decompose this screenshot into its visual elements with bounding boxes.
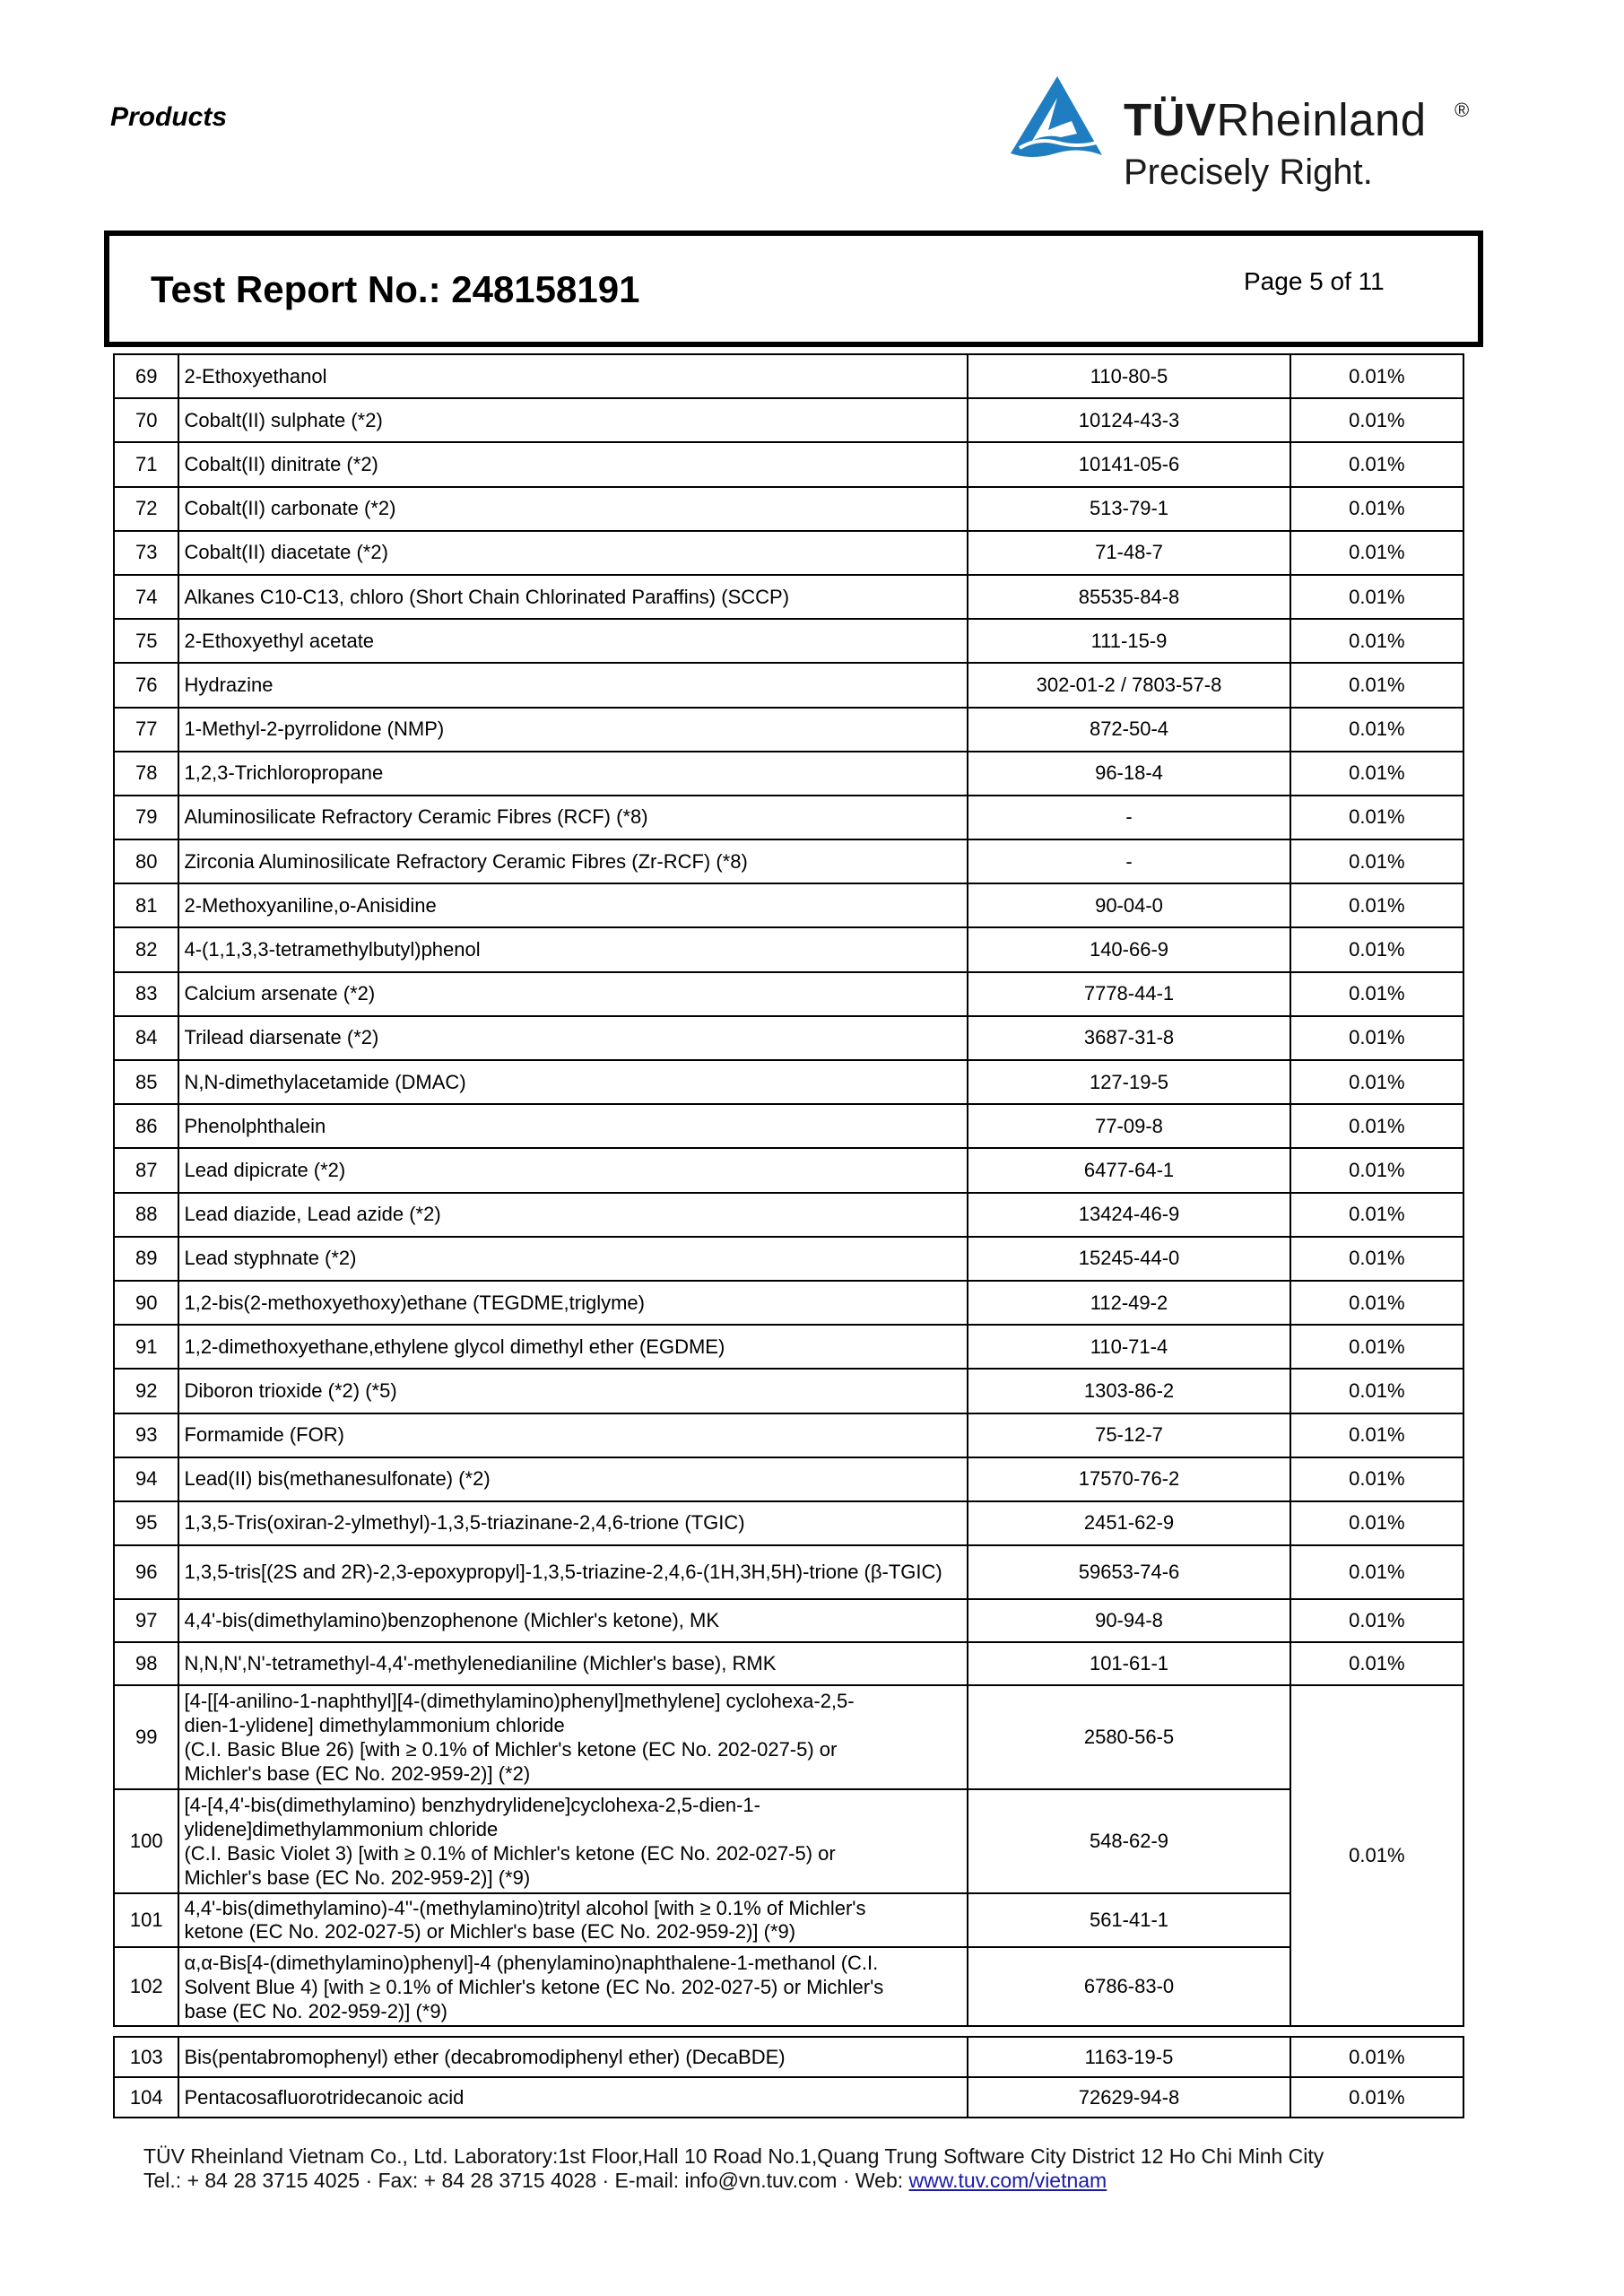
row-number: 69 xyxy=(114,354,178,398)
table-row xyxy=(114,1599,1463,1642)
substance-name: Cobalt(II) dinitrate (*2) xyxy=(178,442,968,486)
cas-number: - xyxy=(968,839,1290,883)
limit-value: 0.01% xyxy=(1290,752,1463,796)
limit-value: 0.01% xyxy=(1290,796,1463,839)
substance-name: Lead diazide, Lead azide (*2) xyxy=(178,1193,968,1237)
cas-number: 10141-05-6 xyxy=(968,442,1290,486)
brand-name-bold: TÜV xyxy=(1124,94,1217,145)
row-number: 101 xyxy=(114,1893,178,1947)
substance-name: Trilead diarsenate (*2) xyxy=(178,1016,968,1060)
cas-number: 110-71-4 xyxy=(968,1325,1290,1369)
row-number: 82 xyxy=(114,927,178,971)
table-row xyxy=(114,1369,1463,1413)
limit-value: 0.01% xyxy=(1290,972,1463,1016)
substance-name: Lead dipicrate (*2) xyxy=(178,1148,968,1192)
limit-value: 0.01% xyxy=(1290,1545,1463,1599)
table-row xyxy=(114,531,1463,575)
limit-value: 0.01% xyxy=(1290,1457,1463,1501)
substance-name: 4,4'-bis(dimethylamino)benzophenone (Michler's ketone), MK xyxy=(178,1599,968,1642)
substance-name-line: base (EC No. 202-959-2)] (*9) xyxy=(184,1999,447,2022)
substance-name: Cobalt(II) carbonate (*2) xyxy=(178,487,968,531)
substance-name xyxy=(178,1685,968,1789)
substance-name: 1,2,3-Trichloropropane xyxy=(178,752,968,796)
limit-value: 0.01% xyxy=(1290,2037,1463,2077)
table-row xyxy=(114,1237,1463,1281)
substance-name-line: Solvent Blue 4) [with ≥ 0.1% of Michler's ketone (EC No. 202-027-5) or Michler's xyxy=(184,1975,884,1998)
substance-name-line: ylidene]dimethylammonium chloride xyxy=(184,1818,499,1841)
limit-value: 0.01% xyxy=(1290,1642,1463,1685)
cas-number: 513-79-1 xyxy=(968,487,1290,531)
registered-mark: ® xyxy=(1455,99,1470,121)
row-number: 87 xyxy=(114,1148,178,1192)
footer-address: TÜV Rheinland Vietnam Co., Ltd. Laboratory:1st Floor,Hall 10 Road No.1,Quang Trung Software City District 12 Ho Chi Minh City xyxy=(143,2144,1324,2168)
row-number: 93 xyxy=(114,1413,178,1457)
table-row xyxy=(114,927,1463,971)
row-number: 92 xyxy=(114,1369,178,1413)
limit-value: 0.01% xyxy=(1290,1325,1463,1369)
cas-number: 13424-46-9 xyxy=(968,1193,1290,1237)
row-number: 72 xyxy=(114,487,178,531)
cas-number: 71-48-7 xyxy=(968,531,1290,575)
cas-number: 90-04-0 xyxy=(968,883,1290,927)
table-row xyxy=(114,1789,1463,1893)
limit-value: 0.01% xyxy=(1290,1413,1463,1457)
table-row xyxy=(114,354,1463,398)
substance-name xyxy=(178,1789,968,1893)
substance-name: Calcium arsenate (*2) xyxy=(178,972,968,1016)
substance-name-line: 4,4'-bis(dimethylamino)-4''-(methylamino)trityl alcohol [with ≥ 0.1% of Michler's xyxy=(184,1897,866,1920)
substance-name: 1,2-dimethoxyethane,ethylene glycol dimethyl ether (EGDME) xyxy=(178,1325,968,1369)
table-row xyxy=(114,1413,1463,1457)
table-row xyxy=(114,487,1463,531)
cas-number: - xyxy=(968,796,1290,839)
table-row xyxy=(114,2037,1463,2077)
row-number: 78 xyxy=(114,752,178,796)
substance-name: 2-Ethoxyethanol xyxy=(178,354,968,398)
table-row xyxy=(114,1501,1463,1545)
cas-number: 72629-94-8 xyxy=(968,2077,1290,2118)
table-row xyxy=(114,839,1463,883)
cas-number: 548-62-9 xyxy=(968,1789,1290,1893)
footer-contact-text: Tel.: + 84 28 3715 4025 · Fax: + 84 28 3715 4028 · E-mail: info@vn.tuv.com · Web: xyxy=(143,2169,909,2192)
row-number: 77 xyxy=(114,708,178,752)
limit-value: 0.01% xyxy=(1290,398,1463,442)
substance-name: 2-Ethoxyethyl acetate xyxy=(178,619,968,663)
cas-number: 101-61-1 xyxy=(968,1642,1290,1685)
report-title: Test Report No.: 248158191 xyxy=(151,268,640,310)
table-row xyxy=(114,619,1463,663)
limit-value: 0.01% xyxy=(1290,531,1463,575)
limit-value: 0.01% xyxy=(1290,1016,1463,1060)
table-row xyxy=(114,1325,1463,1369)
row-number: 80 xyxy=(114,839,178,883)
table-row xyxy=(114,1947,1463,2026)
row-number: 81 xyxy=(114,883,178,927)
web-link[interactable]: www.tuv.com/vietnam xyxy=(908,2169,1107,2192)
row-number: 98 xyxy=(114,1642,178,1685)
limit-value: 0.01% xyxy=(1290,1104,1463,1148)
cas-number: 6786-83-0 xyxy=(968,1947,1290,2026)
substance-name: Hydrazine xyxy=(178,663,968,707)
cas-number: 59653-74-6 xyxy=(968,1545,1290,1599)
table-row xyxy=(114,1893,1463,1947)
row-number: 71 xyxy=(114,442,178,486)
row-number: 91 xyxy=(114,1325,178,1369)
table-row xyxy=(114,663,1463,707)
row-number: 70 xyxy=(114,398,178,442)
cas-number: 2451-62-9 xyxy=(968,1501,1290,1545)
table-row xyxy=(114,796,1463,839)
cas-number: 3687-31-8 xyxy=(968,1016,1290,1060)
limit-value: 0.01% xyxy=(1290,1501,1463,1545)
table-row xyxy=(114,1457,1463,1501)
cas-number: 140-66-9 xyxy=(968,927,1290,971)
substance-name-line: [4-[[4-anilino-1-naphthyl][4-(dimethylamino)phenyl]methylene] cyclohexa-2,5- xyxy=(184,1690,855,1713)
limit-value: 0.01% xyxy=(1290,883,1463,927)
table-row xyxy=(114,752,1463,796)
substance-name: Pentacosafluorotridecanoic acid xyxy=(178,2077,968,2118)
substance-name xyxy=(178,1893,968,1947)
limit-value: 0.01% xyxy=(1290,839,1463,883)
cas-number: 1163-19-5 xyxy=(968,2037,1290,2077)
substance-name: Lead(II) bis(methanesulfonate) (*2) xyxy=(178,1457,968,1501)
limit-value: 0.01% xyxy=(1290,1369,1463,1413)
page-indicator: Page 5 of 11 xyxy=(1244,267,1385,295)
row-number: 103 xyxy=(114,2037,178,2077)
substance-name-line: Michler's base (EC No. 202-959-2)] (*2) xyxy=(184,1762,531,1786)
substance-name: 1-Methyl-2-pyrrolidone (NMP) xyxy=(178,708,968,752)
substance-name-line: [4-[4,4'-bis(dimethylamino) benzhydrylidene]cyclohexa-2,5-dien-1- xyxy=(184,1794,760,1817)
substance-name: N,N,N',N'-tetramethyl-4,4'-methylenedianiline (Michler's base), RMK xyxy=(178,1642,968,1685)
cas-number: 561-41-1 xyxy=(968,1893,1290,1947)
table-row xyxy=(114,398,1463,442)
row-number: 79 xyxy=(114,796,178,839)
cas-number: 17570-76-2 xyxy=(968,1457,1290,1501)
triangle-logo-icon xyxy=(1007,74,1106,160)
limit-value: 0.01% xyxy=(1290,1060,1463,1104)
table-row xyxy=(114,1193,1463,1237)
cas-number: 1303-86-2 xyxy=(968,1369,1290,1413)
limit-value: 0.01% xyxy=(1290,619,1463,663)
cas-number: 90-94-8 xyxy=(968,1599,1290,1642)
limit-value: 0.01% xyxy=(1290,1599,1463,1642)
table-row xyxy=(114,1148,1463,1192)
row-number: 89 xyxy=(114,1237,178,1281)
row-number: 104 xyxy=(114,2077,178,2118)
table-row xyxy=(114,1016,1463,1060)
limit-value: 0.01% xyxy=(1290,1281,1463,1325)
table-row xyxy=(114,1642,1463,1685)
cas-number: 111-15-9 xyxy=(968,619,1290,663)
cas-number: 75-12-7 xyxy=(968,1413,1290,1457)
cas-number: 6477-64-1 xyxy=(968,1148,1290,1192)
limit-value: 0.01% xyxy=(1290,2077,1463,2118)
limit-value: 0.01% xyxy=(1290,487,1463,531)
limit-value: 0.01% xyxy=(1290,1148,1463,1192)
brand-tagline: Precisely Right. xyxy=(1124,152,1373,192)
row-number: 85 xyxy=(114,1060,178,1104)
substance-name: Bis(pentabromophenyl) ether (decabromodiphenyl ether) (DecaBDE) xyxy=(178,2037,968,2077)
substance-name-line: α,α-Bis[4-(dimethylamino)phenyl]-4 (phenylamino)naphthalene-1-methanol (C.I. xyxy=(184,1951,879,1974)
limit-value: 0.01% xyxy=(1290,442,1463,486)
cas-number: 77-09-8 xyxy=(968,1104,1290,1148)
substance-name: Cobalt(II) sulphate (*2) xyxy=(178,398,968,442)
substance-name: Formamide (FOR) xyxy=(178,1413,968,1457)
substance-name: Diboron trioxide (*2) (*5) xyxy=(178,1369,968,1413)
page-footer xyxy=(143,2144,1324,2193)
limit-value-merged: 0.01% xyxy=(1290,1685,1463,2026)
row-number: 102 xyxy=(114,1947,178,2026)
table-row xyxy=(114,1281,1463,1325)
cas-number: 7778-44-1 xyxy=(968,972,1290,1016)
row-number: 95 xyxy=(114,1501,178,1545)
substance-name: 4-(1,1,3,3-tetramethylbutyl)phenol xyxy=(178,927,968,971)
cas-number: 112-49-2 xyxy=(968,1281,1290,1325)
table-row xyxy=(114,1685,1463,1789)
substance-name: Aluminosilicate Refractory Ceramic Fibres (RCF) (*8) xyxy=(178,796,968,839)
row-number: 96 xyxy=(114,1545,178,1599)
substance-name: Zirconia Aluminosilicate Refractory Ceramic Fibres (Zr-RCF) (*8) xyxy=(178,839,968,883)
limit-value: 0.01% xyxy=(1290,354,1463,398)
section-label: Products xyxy=(110,102,228,132)
table-row xyxy=(114,972,1463,1016)
table-row xyxy=(114,1104,1463,1148)
row-number: 84 xyxy=(114,1016,178,1060)
substance-name: N,N-dimethylacetamide (DMAC) xyxy=(178,1060,968,1104)
cas-number: 127-19-5 xyxy=(968,1060,1290,1104)
cas-number: 302-01-2 / 7803-57-8 xyxy=(968,663,1290,707)
substance-name: Phenolphthalein xyxy=(178,1104,968,1148)
row-number: 100 xyxy=(114,1789,178,1893)
substance-name xyxy=(178,1947,968,2026)
limit-value: 0.01% xyxy=(1290,663,1463,707)
brand-name-regular: Rheinland xyxy=(1216,94,1427,145)
substance-name: Lead styphnate (*2) xyxy=(178,1237,968,1281)
substance-name-line: dien-1-ylidene] dimethylammonium chloride xyxy=(184,1714,565,1737)
cas-number: 85535-84-8 xyxy=(968,575,1290,619)
substance-name-line: (C.I. Basic Violet 3) [with ≥ 0.1% of Michler's ketone (EC No. 202-027-5) or xyxy=(184,1842,836,1866)
limit-value: 0.01% xyxy=(1290,575,1463,619)
cas-number: 10124-43-3 xyxy=(968,398,1290,442)
table-row xyxy=(114,708,1463,752)
limit-value: 0.01% xyxy=(1290,927,1463,971)
substance-name: 1,3,5-tris[(2S and 2R)-2,3-epoxypropyl]-1,3,5-triazine-2,4,6-(1H,3H,5H)-trione (β-TGIC) xyxy=(178,1545,968,1599)
cas-number: 872-50-4 xyxy=(968,708,1290,752)
substance-table-continued xyxy=(113,2036,1464,2118)
row-number: 86 xyxy=(114,1104,178,1148)
row-number: 74 xyxy=(114,575,178,619)
substance-name: Alkanes C10-C13, chloro (Short Chain Chlorinated Paraffins) (SCCP) xyxy=(178,575,968,619)
row-number: 90 xyxy=(114,1281,178,1325)
table-row xyxy=(114,883,1463,927)
substance-name-line: Michler's base (EC No. 202-959-2)] (*9) xyxy=(184,1866,531,1890)
table-row xyxy=(114,575,1463,619)
cas-number: 96-18-4 xyxy=(968,752,1290,796)
row-number: 83 xyxy=(114,972,178,1016)
table-row xyxy=(114,442,1463,486)
substance-name-line: ketone (EC No. 202-027-5) or Michler's base (EC No. 202-959-2)] (*9) xyxy=(184,1920,796,1944)
table-row xyxy=(114,1060,1463,1104)
row-number: 94 xyxy=(114,1457,178,1501)
substance-name-line: (C.I. Basic Blue 26) [with ≥ 0.1% of Michler's ketone (EC No. 202-027-5) or xyxy=(184,1738,838,1761)
row-number: 99 xyxy=(114,1685,178,1789)
substance-name: 1,2-bis(2-methoxyethoxy)ethane (TEGDME,triglyme) xyxy=(178,1281,968,1325)
limit-value: 0.01% xyxy=(1290,1193,1463,1237)
substance-name: Cobalt(II) diacetate (*2) xyxy=(178,531,968,575)
substance-name: 2-Methoxyaniline,o-Anisidine xyxy=(178,883,968,927)
row-number: 97 xyxy=(114,1599,178,1642)
footer-contact xyxy=(143,2169,1324,2193)
table-row xyxy=(114,1545,1463,1599)
limit-value: 0.01% xyxy=(1290,1237,1463,1281)
substance-table xyxy=(113,353,1464,2027)
cas-number: 110-80-5 xyxy=(968,354,1290,398)
row-number: 75 xyxy=(114,619,178,663)
row-number: 88 xyxy=(114,1193,178,1237)
cas-number: 15245-44-0 xyxy=(968,1237,1290,1281)
limit-value: 0.01% xyxy=(1290,708,1463,752)
cas-number: 2580-56-5 xyxy=(968,1685,1290,1789)
table-row xyxy=(114,2077,1463,2118)
substance-name: 1,3,5-Tris(oxiran-2-ylmethyl)-1,3,5-triazinane-2,4,6-trione (TGIC) xyxy=(178,1501,968,1545)
brand-name xyxy=(1124,93,1427,146)
row-number: 73 xyxy=(114,531,178,575)
row-number: 76 xyxy=(114,663,178,707)
